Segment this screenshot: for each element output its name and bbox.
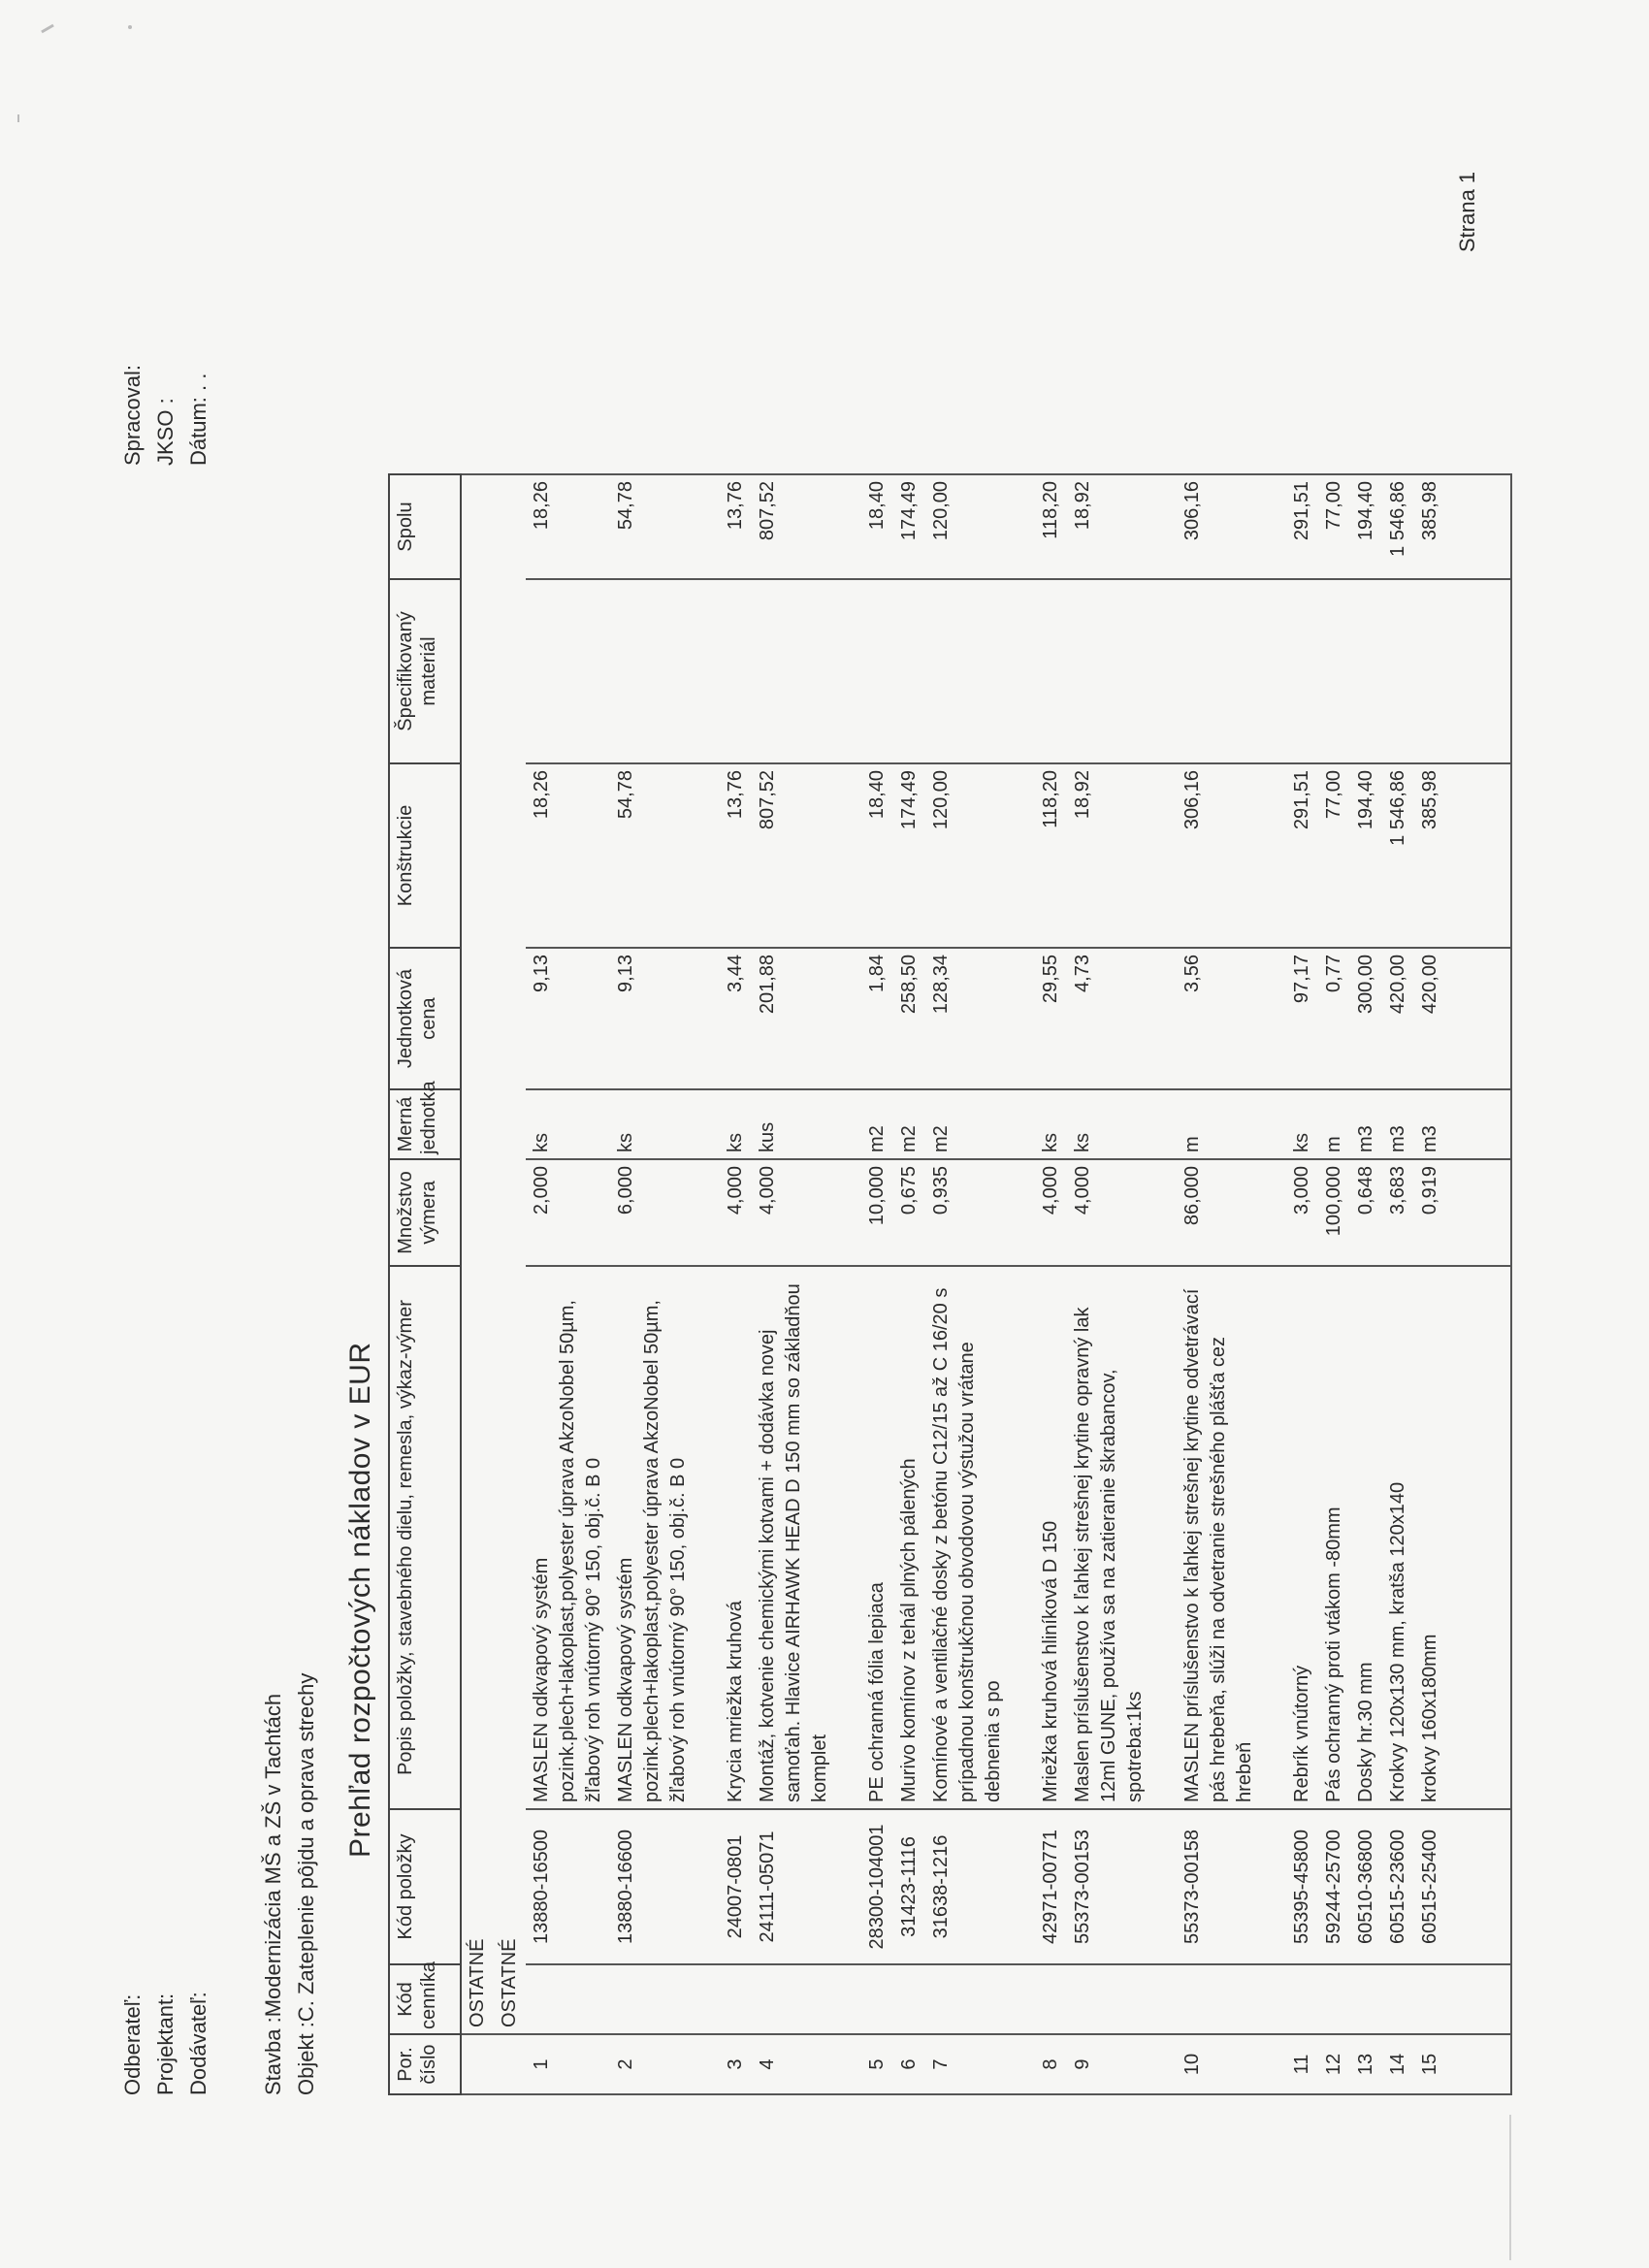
cell-material — [1286, 579, 1318, 763]
cell-mnozstvo: 0,675 — [893, 1159, 925, 1266]
cell-spolu: 807,52 — [752, 474, 836, 579]
table-row — [1318, 474, 1350, 2094]
cell-por: 4 — [752, 2034, 836, 2094]
cell-material — [1350, 579, 1382, 763]
cell-por: 7 — [925, 2034, 1010, 2094]
cell-por: 8 — [1035, 2034, 1067, 2094]
cell-por: 10 — [1177, 2034, 1261, 2094]
cell-merna-jednotka: ks — [1067, 1089, 1151, 1159]
cell-material — [861, 579, 893, 763]
cell-spolu: 13,76 — [720, 474, 752, 579]
cell-merna-jednotka: ks — [720, 1089, 752, 1159]
col-header-popis: Popis položky, stavebného dielu, remesla, výkaz-výmer — [389, 1266, 461, 1809]
cell-merna-jednotka: ks — [1035, 1089, 1067, 1159]
cell-kod-cennika — [1067, 1964, 1151, 2034]
cell-kod-cennika — [1177, 1964, 1261, 2034]
table-row — [1067, 474, 1151, 2094]
cell-jednotkova-cena: 420,00 — [1414, 948, 1446, 1089]
col-header-por: Por. číslo — [389, 2034, 461, 2094]
cell-spolu: 194,40 — [1350, 474, 1382, 579]
table-body — [461, 474, 1511, 2094]
cell-kod-polozky: 13880-16500 — [526, 1809, 610, 1964]
section-row — [494, 474, 526, 2094]
cell-mnozstvo: 0,648 — [1350, 1159, 1382, 1266]
cell-por: 11 — [1286, 2034, 1318, 2094]
cell-mnozstvo: 10,000 — [861, 1159, 893, 1266]
cell-material — [925, 579, 1010, 763]
cell-mnozstvo: 3,683 — [1382, 1159, 1414, 1266]
cell-konstrukcie: 385,98 — [1414, 763, 1446, 948]
scan-mark — [128, 25, 132, 29]
cell-material — [1318, 579, 1350, 763]
cell-kod-cennika — [610, 1964, 695, 2034]
cell-kod-cennika — [1286, 1964, 1318, 2034]
cell-konstrukcie: 77,00 — [1318, 763, 1350, 948]
col-header-jednotkova-cena: Jednotková cena — [389, 948, 461, 1089]
cell-kod-cennika — [526, 1964, 610, 2034]
cell-kod-polozky: 28300-104001 — [861, 1809, 893, 1964]
cell-jednotkova-cena: 201,88 — [752, 948, 836, 1089]
row-spacer — [1151, 474, 1177, 2094]
cell-kod-polozky: 59244-25700 — [1318, 1809, 1350, 1964]
cell-por: 14 — [1382, 2034, 1414, 2094]
table-row — [1414, 474, 1446, 2094]
cell-material — [1177, 579, 1261, 763]
spracoval-label: Spracoval: — [120, 365, 145, 466]
rotated-document-page — [116, 78, 1552, 2095]
scan-mark — [17, 114, 19, 122]
cell-jednotkova-cena: 9,13 — [610, 948, 695, 1089]
cell-kod-cennika — [720, 1964, 752, 2034]
cell-merna-jednotka: m3 — [1414, 1089, 1446, 1159]
cell-popis: Dosky hr.30 mm — [1350, 1266, 1382, 1809]
col-header-spolu: Spolu — [389, 474, 461, 579]
cell-popis: Rebrík vnútorný — [1286, 1266, 1318, 1809]
cell-kod-cennika — [1382, 1964, 1414, 2034]
cell-material — [610, 579, 695, 763]
cell-popis: Mriežka kruhová hliníková D 150 — [1035, 1266, 1067, 1809]
cell-por: 3 — [720, 2034, 752, 2094]
cell-merna-jednotka: m3 — [1350, 1089, 1382, 1159]
col-header-merna-jednotka: Merná jednotka — [389, 1089, 461, 1159]
page-number: Strana 1 — [1455, 171, 1479, 252]
cell-spolu: 1 546,86 — [1382, 474, 1414, 579]
cell-merna-jednotka: m3 — [1382, 1089, 1414, 1159]
cell-mnozstvo: 3,000 — [1286, 1159, 1318, 1266]
cell-por: 1 — [526, 2034, 610, 2094]
cell-jednotkova-cena: 3,56 — [1177, 948, 1261, 1089]
cell-popis: PE ochranná fólia lepiaca — [861, 1266, 893, 1809]
cell-mnozstvo: 2,000 — [526, 1159, 610, 1266]
cell-popis: Maslen príslušenstvo k ľahkej strešnej krytine opravný lak 12ml GUNE, používa sa na zatieranie škrabancov, spotreba:1ks — [1067, 1266, 1151, 1809]
cell-kod-cennika — [893, 1964, 925, 2034]
cell-mnozstvo: 0,919 — [1414, 1159, 1446, 1266]
cell-popis: MASLEN odkvapový systém pozink.plech+lakoplast,polyester úprava AkzoNobel 50µm, žľabový roh vnútorný 90° 150, obj.č. B 0 — [610, 1266, 695, 1809]
scan-edge-line — [1509, 2115, 1511, 2260]
cell-popis: Murivo komínov z tehál plných pálených — [893, 1266, 925, 1809]
cell-por: 6 — [893, 2034, 925, 2094]
cell-merna-jednotka: ks — [526, 1089, 610, 1159]
cell-spolu: 174,49 — [893, 474, 925, 579]
cell-mnozstvo: 6,000 — [610, 1159, 695, 1266]
cell-konstrukcie: 18,40 — [861, 763, 893, 948]
cell-jednotkova-cena: 97,17 — [1286, 948, 1318, 1089]
col-header-kod-cennika: Kód cenníka — [389, 1964, 461, 2034]
cell-jednotkova-cena: 4,73 — [1067, 948, 1151, 1089]
cell-merna-jednotka: ks — [610, 1089, 695, 1159]
party-header — [116, 1992, 215, 2095]
cell-spolu: 385,98 — [1414, 474, 1446, 579]
cell-konstrukcie: 1 546,86 — [1382, 763, 1414, 948]
odberatel-label: Odberateľ: — [120, 1993, 145, 2095]
cell-merna-jednotka: m2 — [861, 1089, 893, 1159]
cell-material — [1035, 579, 1067, 763]
cell-jednotkova-cena: 128,34 — [925, 948, 1010, 1089]
cell-popis: Krycia mriežka kruhová — [720, 1266, 752, 1809]
cell-jednotkova-cena: 29,55 — [1035, 948, 1067, 1089]
cell-popis: Montáž, kotvenie chemickými kotvami + dodávka novej samoťah. Hlavice AIRHAWK HEAD D 150 mm so základňou komplet — [752, 1266, 836, 1809]
datum-label: Dátum: . . — [186, 373, 210, 466]
cell-popis: Komínové a ventilačné dosky z betónu C12/15 až C 16/20 s prípadnou konštrukčnou obvodovou výstužou vrátane debnenia s po — [925, 1266, 1010, 1809]
table-row — [1286, 474, 1318, 2094]
cell-spolu: 54,78 — [610, 474, 695, 579]
cell-kod-polozky: 60510-36800 — [1350, 1809, 1382, 1964]
col-header-konstrukcie: Konštrukcie — [389, 763, 461, 948]
cell-kod-cennika — [1318, 1964, 1350, 2034]
col-header-kod-polozky: Kód položky — [389, 1809, 461, 1964]
cell-popis: Krokvy 120x130 mm, kratša 120x140 — [1382, 1266, 1414, 1809]
row-spacer — [1010, 474, 1035, 2094]
cell-mnozstvo: 0,935 — [925, 1159, 1010, 1266]
cell-spolu: 18,40 — [861, 474, 893, 579]
cell-spolu: 118,20 — [1035, 474, 1067, 579]
table-row — [752, 474, 836, 2094]
cell-jednotkova-cena: 0,77 — [1318, 948, 1350, 1089]
cell-material — [752, 579, 836, 763]
cell-kod-polozky: 60515-25400 — [1414, 1809, 1446, 1964]
document-title: Prehľad rozpočtových nákladov v EUR — [344, 1342, 376, 1858]
cell-jednotkova-cena: 9,13 — [526, 948, 610, 1089]
cell-kod-polozky: 55373-00153 — [1067, 1809, 1151, 1964]
cell-por: 15 — [1414, 2034, 1446, 2094]
cell-material — [1414, 579, 1446, 763]
cell-spolu: 18,92 — [1067, 474, 1151, 579]
row-spacer — [695, 474, 720, 2094]
cell-merna-jednotka: m — [1177, 1089, 1261, 1159]
project-info — [257, 1673, 323, 2095]
table-row — [861, 474, 893, 2094]
cell-spolu: 120,00 — [925, 474, 1010, 579]
cell-mnozstvo: 4,000 — [1067, 1159, 1151, 1266]
objekt-line: Objekt :C. Zateplenie pôjdu a oprava strechy — [294, 1672, 318, 2095]
cell-spolu: 291,51 — [1286, 474, 1318, 579]
cell-konstrukcie: 18,92 — [1067, 763, 1151, 948]
cell-material — [1067, 579, 1151, 763]
dodavatel-label: Dodávateľ: — [186, 1992, 210, 2095]
cell-mnozstvo: 4,000 — [720, 1159, 752, 1266]
section-title: OSTATNÉ — [494, 474, 526, 2034]
row-spacer — [836, 474, 861, 2094]
table-row — [720, 474, 752, 2094]
projektant-label: Projektant: — [153, 1993, 178, 2095]
cell-kod-cennika — [752, 1964, 836, 2034]
cell-mnozstvo: 86,000 — [1177, 1159, 1261, 1266]
table-row — [925, 474, 1010, 2094]
cell-kod-cennika — [1350, 1964, 1382, 2034]
cell-mnozstvo: 100,000 — [1318, 1159, 1350, 1266]
cell-konstrukcie: 118,20 — [1035, 763, 1067, 948]
table-row — [1382, 474, 1414, 2094]
table-row — [893, 474, 925, 2094]
cell-kod-cennika — [1414, 1964, 1446, 2034]
cell-kod-polozky: 24111-05071 — [752, 1809, 836, 1964]
cell-kod-polozky: 42971-00771 — [1035, 1809, 1067, 1964]
stavba-line: Stavba :Modernizácia MŠ a ZŠ v Tachtách — [261, 1693, 285, 2095]
table-row — [1035, 474, 1067, 2094]
cell-mnozstvo: 4,000 — [752, 1159, 836, 1266]
cell-jednotkova-cena: 258,50 — [893, 948, 925, 1089]
table-bottom — [1446, 474, 1511, 2094]
cell-kod-polozky: 55373-00158 — [1177, 1809, 1261, 1964]
cell-konstrukcie: 120,00 — [925, 763, 1010, 948]
cell-kod-cennika — [861, 1964, 893, 2034]
col-header-material: Špecifikovaný materiál — [389, 579, 461, 763]
cell-popis: MASLEN príslušenstvo k ľahkej strešnej krytine odvetrávací pás hrebeňa, slúži na odvetranie strešného plášťa cez hrebeň — [1177, 1266, 1261, 1809]
cell-material — [720, 579, 752, 763]
cell-popis: MASLEN odkvapový systém pozink.plech+lakoplast,polyester úprava AkzoNobel 50µm, žľabový roh vnútorný 90° 150, obj.č. B 0 — [526, 1266, 610, 1809]
scan-mark — [41, 24, 54, 34]
section-title: OSTATNÉ — [461, 474, 494, 2034]
jkso-label: JKSO : — [153, 398, 178, 466]
cell-por: 12 — [1318, 2034, 1350, 2094]
cell-merna-jednotka: m — [1318, 1089, 1350, 1159]
table-row — [526, 474, 610, 2094]
cell-material — [893, 579, 925, 763]
cell-kod-cennika — [1035, 1964, 1067, 2034]
cell-kod-polozky: 24007-0801 — [720, 1809, 752, 1964]
cell-konstrukcie: 13,76 — [720, 763, 752, 948]
col-header-mnozstvo: Množstvo výmera — [389, 1159, 461, 1266]
cell-por: 13 — [1350, 2034, 1382, 2094]
cell-jednotkova-cena: 3,44 — [720, 948, 752, 1089]
cell-kod-polozky: 31423-1116 — [893, 1809, 925, 1964]
cell-jednotkova-cena: 420,00 — [1382, 948, 1414, 1089]
cell-merna-jednotka: m2 — [893, 1089, 925, 1159]
budget-table — [388, 473, 1512, 2095]
cell-konstrukcie: 174,49 — [893, 763, 925, 948]
cell-kod-polozky: 13880-16600 — [610, 1809, 695, 1964]
table-row — [1350, 474, 1382, 2094]
cell-por: 2 — [610, 2034, 695, 2094]
cell-jednotkova-cena: 300,00 — [1350, 948, 1382, 1089]
table-header-row — [389, 474, 461, 2094]
cell-kod-polozky: 55395-45800 — [1286, 1809, 1318, 1964]
cell-material — [526, 579, 610, 763]
table-row — [1177, 474, 1261, 2094]
cell-merna-jednotka: kus — [752, 1089, 836, 1159]
cell-kod-cennika — [925, 1964, 1010, 2034]
table-row — [610, 474, 695, 2094]
cell-material — [1382, 579, 1414, 763]
cell-popis: Pás ochranný proti vtákom -80mm — [1318, 1266, 1350, 1809]
cell-merna-jednotka: ks — [1286, 1089, 1318, 1159]
cell-konstrukcie: 306,16 — [1177, 763, 1261, 948]
cell-spolu: 77,00 — [1318, 474, 1350, 579]
cell-por: 9 — [1067, 2034, 1151, 2094]
cell-konstrukcie: 194,40 — [1350, 763, 1382, 948]
processing-header — [116, 365, 215, 466]
cell-kod-polozky: 31638-1216 — [925, 1809, 1010, 1964]
cell-mnozstvo: 4,000 — [1035, 1159, 1067, 1266]
cell-por: 5 — [861, 2034, 893, 2094]
cell-spolu: 18,26 — [526, 474, 610, 579]
section-row — [461, 474, 494, 2094]
cell-konstrukcie: 291,51 — [1286, 763, 1318, 948]
cell-merna-jednotka: m2 — [925, 1089, 1010, 1159]
row-spacer — [1261, 474, 1286, 2094]
cell-spolu: 306,16 — [1177, 474, 1261, 579]
cell-konstrukcie: 54,78 — [610, 763, 695, 948]
cell-konstrukcie: 807,52 — [752, 763, 836, 948]
cell-jednotkova-cena: 1,84 — [861, 948, 893, 1089]
cell-kod-polozky: 60515-23600 — [1382, 1809, 1414, 1964]
cell-konstrukcie: 18,26 — [526, 763, 610, 948]
cell-popis: krokvy 160x180mm — [1414, 1266, 1446, 1809]
